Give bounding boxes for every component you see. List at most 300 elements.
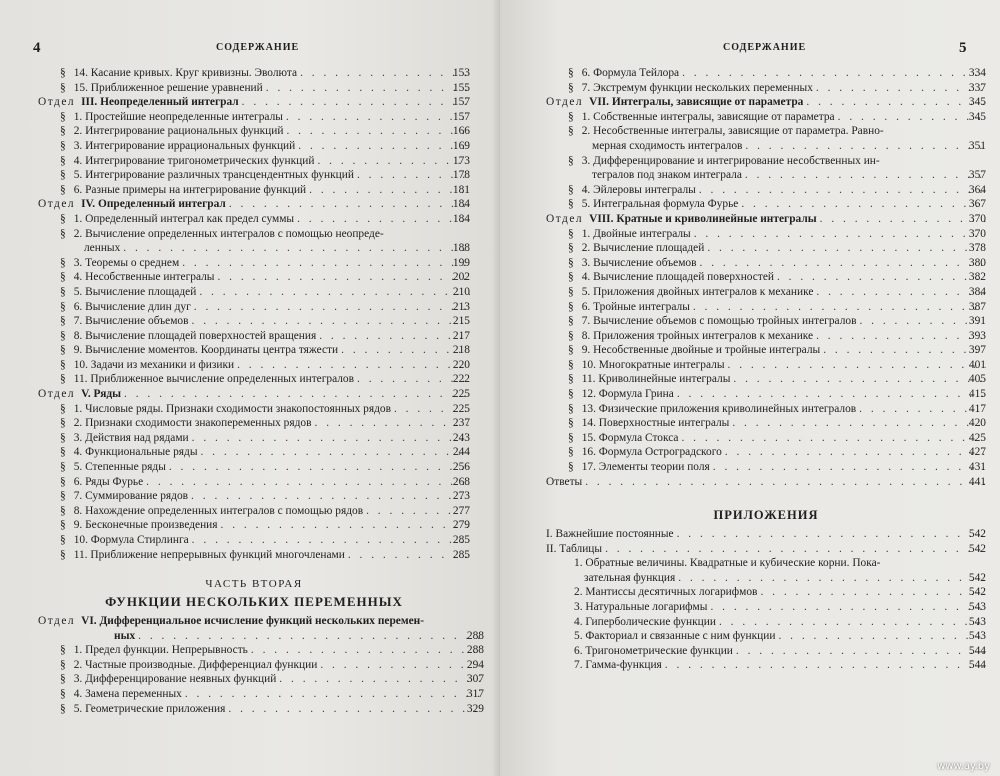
- entry-title: 6. Разные примеры на интегрирование функций: [73, 183, 307, 196]
- section-mark: §: [60, 169, 66, 182]
- page-ref: 285: [452, 548, 470, 561]
- page-ref: 213: [452, 300, 470, 313]
- toc-leader-line: [546, 285, 986, 300]
- entry-text: [38, 402, 394, 417]
- dot-leader: [605, 542, 986, 557]
- page-ref: 218: [452, 344, 470, 357]
- toc-entry: [546, 556, 986, 571]
- toc-entry: [38, 197, 470, 212]
- section-mark: §: [60, 227, 66, 240]
- entry-text: [546, 256, 700, 271]
- toc-leader-line: [546, 314, 986, 329]
- appendix-heading: ПРИЛОЖЕНИЯ: [713, 508, 819, 522]
- dot-leader: [123, 241, 470, 256]
- dot-leader: [728, 358, 987, 373]
- entry-title: 4. Интегрирование тригонометрических функций: [73, 154, 315, 167]
- toc-entry: [38, 270, 470, 285]
- section-mark: §: [60, 300, 66, 313]
- section-mark: §: [60, 548, 66, 561]
- section-mark: §: [60, 81, 66, 94]
- toc-leader-line: [546, 556, 986, 571]
- entry-text: [546, 66, 682, 81]
- toc-leader-line: [38, 416, 470, 431]
- toc-entry: [38, 300, 470, 315]
- page-ref: 222: [452, 373, 470, 386]
- toc-entry: [546, 358, 986, 373]
- page-ref: 237: [452, 417, 470, 430]
- toc-entry: [546, 81, 986, 96]
- toc-entry: [546, 329, 986, 344]
- toc-leader-line: [546, 445, 986, 460]
- entry-title: 5. Вычисление площадей: [73, 285, 197, 298]
- section-mark: §: [568, 402, 574, 415]
- entry-text: [38, 504, 366, 519]
- section-mark: §: [60, 154, 66, 167]
- section-mark: §: [568, 388, 574, 401]
- toc-leader-line: [38, 139, 470, 154]
- entry-title: 3. Теоремы о среднем: [73, 256, 180, 269]
- part-label: Отдел: [38, 388, 76, 401]
- toc-leader-line: [38, 124, 470, 139]
- toc-entry: [546, 168, 986, 183]
- section-mark: §: [568, 373, 574, 386]
- entry-text: [546, 241, 707, 256]
- entry-title: 1. Определенный интеграл как предел суммы: [73, 212, 295, 225]
- entry-title: 7. Вычисление объемов: [73, 315, 189, 328]
- entry-title: 2. Мантиссы десятичных логарифмов: [574, 586, 758, 599]
- entry-title: 7. Суммирование рядов: [73, 490, 189, 503]
- part-label: Отдел: [38, 615, 76, 627]
- page-ref: 153: [452, 67, 470, 79]
- section-mark: §: [568, 315, 574, 328]
- dot-leader: [182, 256, 470, 271]
- dot-leader: [300, 66, 470, 81]
- dot-leader: [719, 615, 986, 630]
- watermark: www.ay.by: [937, 761, 990, 772]
- entry-text: [38, 445, 200, 460]
- section-mark: §: [60, 285, 66, 298]
- toc-leader-line: [546, 358, 986, 373]
- entry-title: ных: [114, 629, 136, 642]
- toc-leader-line: [546, 212, 986, 227]
- running-head: СОДЕРЖАНИЕ: [723, 42, 807, 53]
- section-mark: §: [568, 344, 574, 357]
- toc-leader-line: [38, 445, 470, 460]
- toc-entry: [38, 183, 470, 198]
- toc-leader-line: [546, 256, 986, 271]
- entry-text: [38, 475, 146, 490]
- section-mark: §: [60, 504, 66, 517]
- toc-leader-line: [546, 431, 986, 446]
- entry-title: 7. Гамма-функция: [574, 659, 662, 672]
- part-label: Отдел: [38, 198, 76, 211]
- page-ref: 184: [452, 212, 470, 225]
- toc-entry: [38, 212, 470, 227]
- entry-title: 6. Ряды Фурье: [73, 475, 144, 488]
- toc-leader-line: [38, 95, 470, 110]
- section-mark: §: [568, 110, 574, 123]
- toc-entry: [546, 300, 986, 315]
- toc-leader-line: [38, 212, 470, 227]
- toc-entry: [546, 527, 986, 542]
- entry-text: [546, 542, 605, 557]
- toc-entry: [38, 314, 470, 329]
- toc-leader-line: [38, 300, 470, 315]
- page-ref: 202: [452, 271, 470, 284]
- toc-leader-line: [546, 629, 986, 644]
- dot-leader: [700, 256, 987, 271]
- dot-leader: [279, 672, 484, 687]
- toc-leader-line: [38, 533, 470, 548]
- toc-entry: [38, 431, 470, 446]
- toc-entry: [38, 285, 470, 300]
- dot-leader: [585, 475, 986, 490]
- section-mark: §: [568, 417, 574, 430]
- entry-text: [38, 124, 286, 139]
- toc-leader-line: [38, 66, 470, 81]
- dot-leader: [266, 81, 470, 96]
- toc-entry: [38, 387, 470, 402]
- toc-leader-line: [38, 227, 470, 242]
- toc-list: [38, 614, 484, 716]
- entry-text: [38, 643, 251, 658]
- entry-text: [38, 168, 357, 183]
- dot-leader: [297, 212, 470, 227]
- section-mark: §: [568, 81, 574, 94]
- page-ref: 425: [968, 431, 986, 444]
- toc-entry: [546, 615, 986, 630]
- page-ref: 393: [968, 329, 986, 342]
- toc-list: [546, 66, 986, 489]
- entry-text: [546, 197, 741, 212]
- entry-title: 4. Гиперболические функции: [574, 615, 716, 628]
- toc-entry: [38, 489, 470, 504]
- entry-title: 5. Интегрирование различных трансцендентных функций: [73, 169, 354, 182]
- page-ref: 391: [968, 315, 986, 328]
- section-mark: §: [60, 417, 66, 430]
- toc-leader-line: [38, 629, 484, 644]
- toc-entry: [38, 672, 484, 687]
- page-ref: 543: [968, 630, 986, 643]
- toc-entry: [38, 504, 470, 519]
- dot-leader: [217, 270, 470, 285]
- page-ref: 166: [452, 125, 470, 138]
- section-mark: §: [60, 212, 66, 225]
- toc-leader-line: [38, 197, 470, 212]
- page-ref: 351: [968, 139, 986, 152]
- entry-text: [38, 300, 194, 315]
- dot-leader: [146, 475, 470, 490]
- entry-text: [546, 124, 887, 139]
- page-ref: 294: [466, 658, 484, 671]
- page-ref: 543: [968, 600, 986, 613]
- toc-entry: [38, 416, 470, 431]
- section-mark: §: [60, 373, 66, 386]
- toc-entry: [546, 124, 986, 139]
- entry-title: 14. Касание кривых. Круг кривизны. Эволюта: [73, 67, 298, 79]
- entry-title: 17. Элементы теории поля: [581, 461, 710, 474]
- dot-leader: [694, 227, 986, 242]
- toc-leader-line: [38, 81, 470, 96]
- toc-entry: [546, 95, 986, 110]
- dot-leader: [237, 358, 470, 373]
- entry-title: 11. Криволинейные интегралы: [581, 373, 731, 386]
- toc-entry: [38, 518, 470, 533]
- entry-text: [38, 241, 123, 256]
- toc-entry: [38, 168, 470, 183]
- page-ref: 417: [968, 402, 986, 415]
- toc-leader-line: [546, 110, 986, 125]
- toc-leader-line: [546, 124, 986, 139]
- entry-text: [38, 431, 192, 446]
- toc-leader-line: [546, 66, 986, 81]
- dot-leader: [192, 431, 470, 446]
- entry-title: 1. Числовые ряды. Признаки сходимости знакопостоянных рядов: [73, 402, 391, 415]
- section-mark: §: [60, 271, 66, 284]
- dot-leader: [185, 687, 484, 702]
- entry-title: 6. Тригонометрические функции: [574, 644, 733, 657]
- dot-leader: [682, 66, 986, 81]
- section-mark: §: [60, 431, 66, 444]
- dot-leader: [199, 285, 470, 300]
- toc-entry: [546, 585, 986, 600]
- entry-title: ленных: [84, 242, 121, 255]
- page-ref: 544: [968, 644, 986, 657]
- toc-leader-line: [546, 183, 986, 198]
- entry-text: [546, 416, 732, 431]
- entry-title: 3. Натуральные логарифмы: [574, 600, 708, 613]
- entry-title: 12. Формула Грина: [581, 388, 674, 401]
- dot-leader: [124, 387, 470, 402]
- page-ref: 542: [968, 571, 986, 584]
- page-ref: 542: [968, 542, 986, 555]
- entry-text: [38, 110, 286, 125]
- entry-title: 11. Приближение непрерывных функций многочленами: [73, 548, 345, 561]
- page-ref: 199: [452, 256, 470, 269]
- page-number: 5: [959, 40, 967, 56]
- entry-title: VI. Дифференциальное исчисление функций нескольких перемен-: [81, 615, 425, 627]
- section-mark: §: [568, 242, 574, 255]
- page-ref: 364: [968, 183, 986, 196]
- entry-title: 2. Интегрирование рациональных функций: [73, 125, 284, 138]
- toc-leader-line: [546, 644, 986, 659]
- entry-text: [38, 212, 297, 227]
- entry-title: 10. Многократные интегралы: [581, 358, 725, 371]
- toc-leader-line: [38, 154, 470, 169]
- page-ref: 384: [968, 285, 986, 298]
- toc-leader-line: [546, 658, 986, 673]
- toc-entry: [546, 542, 986, 557]
- entry-title: 6. Вычисление длин дуг: [73, 300, 191, 313]
- entry-text: [38, 387, 124, 402]
- toc-leader-line: [38, 518, 470, 533]
- page-ref: 420: [968, 417, 986, 430]
- toc-leader-line: [546, 402, 986, 417]
- page-ref: 184: [452, 198, 470, 211]
- entry-text: [38, 197, 229, 212]
- toc-leader-line: [38, 489, 470, 504]
- toc-leader-line: [38, 658, 484, 673]
- entry-text: [38, 183, 309, 198]
- entry-title: 3. Действия над рядами: [73, 431, 189, 444]
- entry-text: [38, 489, 191, 504]
- entry-title: 16. Формула Остроградского: [581, 446, 722, 459]
- toc-leader-line: [38, 256, 470, 271]
- entry-text: [546, 343, 823, 358]
- page-ref: 285: [452, 534, 470, 546]
- page-ref: 397: [968, 344, 986, 357]
- page-ref: 215: [452, 315, 470, 328]
- section-mark: §: [60, 67, 66, 79]
- toc-entry: [38, 548, 470, 563]
- entry-text: [546, 329, 816, 344]
- entry-title: 7. Экстремум функции нескольких переменных: [581, 81, 813, 94]
- entry-text: [38, 95, 242, 110]
- entry-title: II. Таблицы: [546, 542, 603, 555]
- dot-leader: [741, 197, 986, 212]
- section-mark: §: [60, 139, 66, 152]
- toc-leader-line: [546, 300, 986, 315]
- dot-leader: [191, 489, 470, 504]
- page-number: 4: [33, 40, 41, 56]
- part-label: Отдел: [546, 212, 584, 225]
- entry-text: [546, 556, 883, 571]
- section-mark: §: [568, 198, 574, 211]
- entry-title: 1. Обратные величины. Квадратные и кубические корни. Пока-: [574, 557, 881, 570]
- page-ref: 157: [452, 96, 470, 109]
- toc-list: [546, 527, 986, 673]
- entry-text: [38, 314, 192, 329]
- page-ref: 317: [466, 687, 484, 700]
- page-ref: 155: [452, 81, 470, 94]
- dot-leader: [778, 629, 986, 644]
- entry-text: [546, 402, 859, 417]
- page-ref: 181: [452, 183, 470, 196]
- toc-entry: [546, 460, 986, 475]
- dot-leader: [777, 270, 986, 285]
- right-page: [500, 0, 1000, 776]
- entry-text: [546, 387, 677, 402]
- entry-text: [546, 431, 681, 446]
- toc-leader-line: [38, 548, 470, 563]
- entry-text: [38, 81, 266, 96]
- page-ref: 345: [968, 96, 986, 109]
- page-ref: 173: [452, 154, 470, 167]
- dot-leader: [699, 183, 986, 198]
- page-ref: 217: [452, 329, 470, 342]
- entry-title: Ответы: [546, 475, 583, 488]
- entry-text: [38, 343, 341, 358]
- entry-title: I. Важнейшие постоянные: [546, 528, 674, 540]
- section-mark: §: [60, 315, 66, 328]
- entry-text: [546, 110, 838, 125]
- entry-text: [38, 66, 300, 81]
- toc-leader-line: [38, 702, 484, 717]
- toc-leader-line: [38, 183, 470, 198]
- dot-leader: [710, 600, 986, 615]
- toc-leader-line: [546, 571, 986, 586]
- section-mark: §: [60, 673, 66, 686]
- toc-leader-line: [546, 197, 986, 212]
- entry-text: [546, 658, 665, 673]
- section-mark: §: [60, 475, 66, 488]
- section-mark: §: [60, 183, 66, 196]
- entry-title: 14. Поверхностные интегралы: [581, 417, 730, 430]
- entry-title: 7. Вычисление объемов с помощью тройных интегралов: [581, 315, 857, 328]
- page-ref: 544: [968, 659, 986, 672]
- dot-leader: [816, 329, 986, 344]
- entry-text: [546, 644, 736, 659]
- section-mark: §: [60, 110, 66, 123]
- page-ref: 543: [968, 615, 986, 628]
- part-heading: ЧАСТЬ ВТОРАЯ: [205, 578, 303, 590]
- toc-entry: [38, 227, 470, 242]
- entry-text: [38, 139, 298, 154]
- entry-text: [38, 154, 317, 169]
- section-mark: §: [60, 519, 66, 532]
- toc-leader-line: [38, 402, 470, 417]
- entry-title: 5. Интегральная формула Фурье: [581, 198, 739, 211]
- dot-leader: [309, 183, 470, 198]
- dot-leader: [816, 81, 986, 96]
- page-ref: 329: [466, 702, 484, 715]
- entry-title: 5. Степенные ряды: [73, 461, 166, 474]
- section-mark: §: [60, 256, 66, 269]
- entry-text: [38, 372, 357, 387]
- entry-title: V. Ряды: [81, 388, 122, 401]
- dot-leader: [707, 241, 986, 256]
- entry-text: [546, 629, 778, 644]
- entry-title: 3. Дифференцирование и интегрирование несобственных ин-: [581, 154, 880, 167]
- section-mark: §: [60, 702, 66, 715]
- section-mark: §: [60, 329, 66, 342]
- page-ref: 357: [968, 169, 986, 182]
- toc-entry: [38, 372, 470, 387]
- toc-entry: [546, 629, 986, 644]
- toc-entry: [546, 183, 986, 198]
- entry-title: тегралов под знаком интеграла: [592, 169, 742, 182]
- toc-entry: [546, 270, 986, 285]
- page-ref: 405: [968, 373, 986, 386]
- toc-entry: [546, 343, 986, 358]
- toc-leader-line: [546, 241, 986, 256]
- entry-title: 9. Несобственные двойные и тройные интегралы: [581, 344, 821, 357]
- toc-entry: [546, 197, 986, 212]
- toc-entry: [546, 431, 986, 446]
- entry-text: [546, 300, 693, 315]
- entry-title: 2. Вычисление площадей: [581, 242, 705, 255]
- dot-leader: [838, 110, 986, 125]
- toc-entry: [38, 154, 470, 169]
- dot-leader: [251, 643, 484, 658]
- section-mark: §: [568, 227, 574, 240]
- toc-entry: [38, 614, 484, 629]
- toc-leader-line: [38, 329, 470, 344]
- section-mark: §: [568, 431, 574, 444]
- entry-text: [546, 358, 728, 373]
- page-ref: 288: [466, 629, 484, 642]
- entry-text: [38, 460, 169, 475]
- page-ref: 387: [968, 300, 986, 313]
- dot-leader: [733, 372, 986, 387]
- entry-text: [546, 615, 719, 630]
- entry-text: [546, 95, 806, 110]
- entry-text: [38, 672, 279, 687]
- entry-title: 5. Факториал и связанные с ним функции: [574, 630, 776, 643]
- entry-title: 10. Формула Стирлинга: [73, 534, 189, 546]
- dot-leader: [732, 416, 986, 431]
- toc-entry: [38, 343, 470, 358]
